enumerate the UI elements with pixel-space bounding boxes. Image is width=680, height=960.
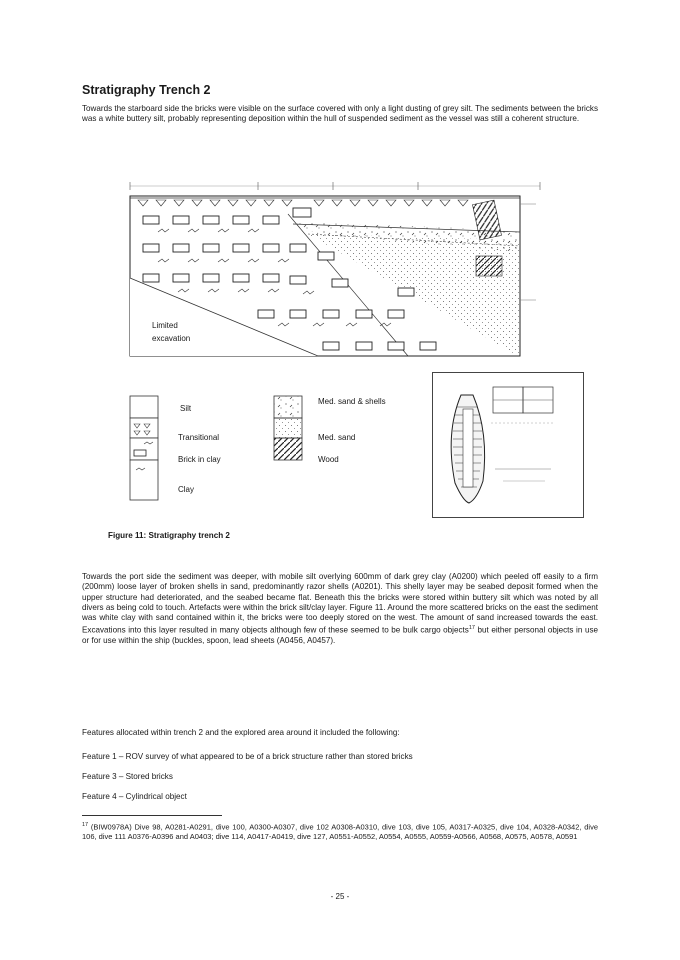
legend-swatches (128, 394, 318, 502)
footnote (82, 821, 598, 842)
legend-transitional: Transitional (178, 433, 220, 442)
site-plan-inset (432, 372, 584, 518)
section-heading: Stratigraphy Trench 2 (82, 83, 211, 97)
footnote-text: (BIW0978A) Dive 98, A0281-A0291, dive 100, A0300-A0307, dive 102 A0308-A0310, dive 103, dive 105, A0317-A0325, dive 104, A0328-A0342, dive 106, dive 111 A0376-A0396 and A0403; dive 114, A0417-A0419, dive 127, A0551-A0552, A0554, A0555, A0559-A0566, A0568, A0575, A0578, A0591 (82, 822, 598, 842)
legend-silt: Silt (180, 404, 192, 413)
footnote-ref[interactable]: 17 (468, 625, 475, 632)
legend-clay: Clay (178, 485, 195, 494)
footnote-number: 17 (82, 822, 89, 828)
figure-caption: Figure 11: Stratigraphy trench 2 (108, 531, 230, 540)
paragraph-port-side-text: Towards the port side the sediment was deeper, with mobile silt overlying 600mm of dark grey clay (A0200) which peeled off easily to a firm (200mm) loose layer of broken shells in sand, predominantly razor shells (A0201). This shelly layer may be seabed deposit formed when the upper structure had deteriorated, and the seabed became flat. Beneath this the bricks were stored within buttery silt which was noted by all divers as being cold to touch. Artefacts were within the brick silt/clay layer. Figure 11. Around the more scattered bricks on the east the sediment was white clay with sand contained within it, the bricks were too deeply stored on the west. The amount of sand increased towards the east. Excavations into this layer resulted in many objects although few of these seemed to be bulk cargo objects (82, 572, 598, 636)
feature-item-4: Feature 4 – Cylindrical object (82, 792, 187, 801)
feature-item-3: Feature 3 – Stored bricks (82, 772, 173, 781)
footnote-divider (82, 815, 222, 816)
paragraph-starboard: Towards the starboard side the bricks were visible on the surface covered with only a light dusting of grey silt. The sediments between the bricks was a white buttery silt, probably representing deposition within the hull of suspended sediment as the vessel was still a coherent structure. (82, 104, 598, 124)
page-number: - 25 - (330, 892, 350, 901)
paragraph-port-side-text-end: but either personal objects in use or for use within the ship (buckles, spoon, lead sheets (A0456, A0457). (82, 626, 598, 646)
legend-med-sand-shells: Med. sand & shells (318, 397, 386, 406)
feature-item-1: Feature 1 – ROV survey of what appeared to be of a brick structure rather than stored bricks (82, 752, 413, 761)
section-label-excavation: excavation (152, 334, 191, 343)
section-label-limited: Limited (152, 321, 178, 330)
legend-wood: Wood (318, 455, 339, 464)
legend-med-sand: Med. sand (318, 433, 356, 442)
features-intro: Features allocated within trench 2 and the explored area around it included the following: (82, 728, 400, 737)
stratigraphy-section-drawing (118, 174, 558, 374)
paragraph-port-side (82, 572, 598, 647)
legend-brick-in-clay: Brick in clay (178, 455, 221, 464)
ship-plan-drawing (433, 373, 583, 517)
